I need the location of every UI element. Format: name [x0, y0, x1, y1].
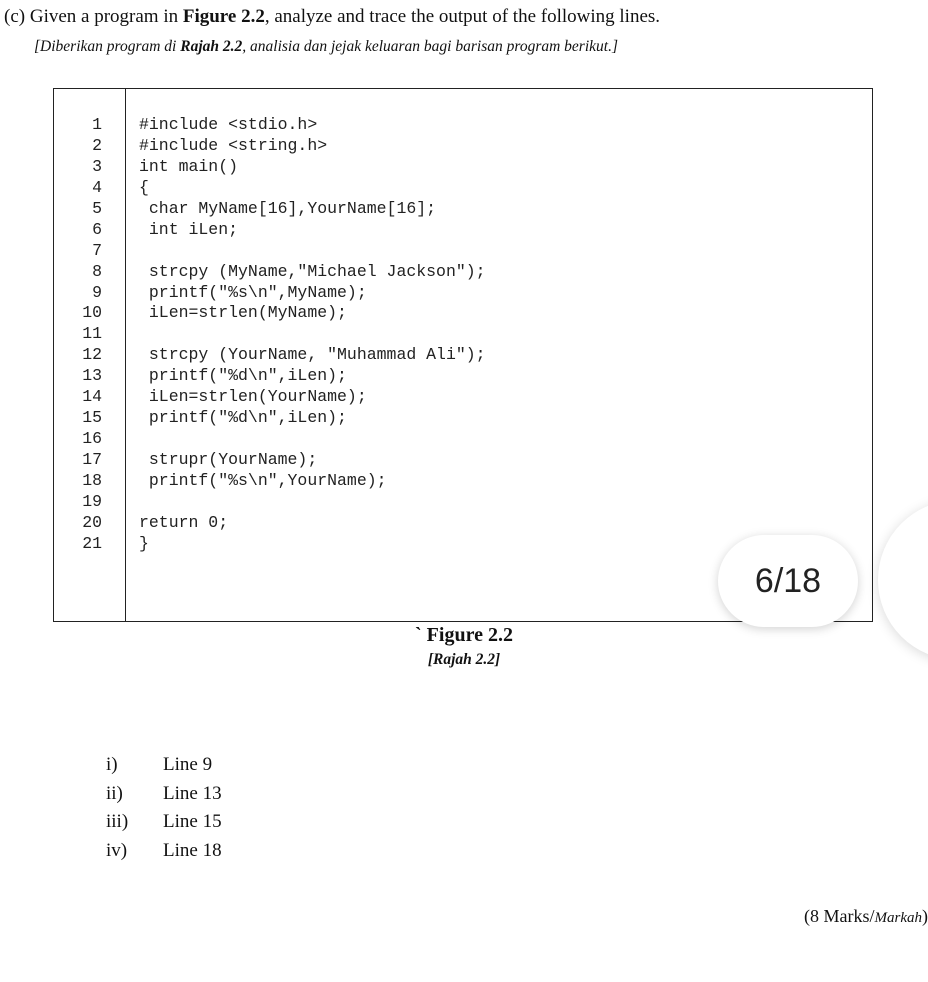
code-line-number: 9: [92, 282, 102, 302]
code-line-number: 8: [92, 261, 102, 281]
marks-label: [804, 906, 928, 927]
code-line-number: 7: [92, 240, 102, 260]
page-indicator: 6/18: [718, 535, 858, 627]
code-line-number: 15: [82, 408, 102, 428]
code-divider: [125, 88, 126, 622]
code-line: strupr(YourName);: [139, 450, 318, 469]
question-text-before: Given a program in: [29, 6, 179, 27]
marks-suffix: ): [922, 906, 928, 926]
code-line-number: 4: [92, 177, 102, 197]
question-header: [4, 6, 660, 28]
code-line: #include <stdio.h>: [139, 115, 318, 134]
code-line: [139, 324, 486, 345]
code-line: iLen=strlen(MyName);: [139, 303, 347, 323]
code-line: printf("%s\n",YourName);: [139, 470, 387, 490]
code-line-number: 20: [82, 512, 102, 532]
code-line-number: 19: [82, 491, 102, 511]
sub-question-item: [106, 840, 222, 869]
sub-question-number: i): [106, 754, 118, 775]
marks-prefix: (8 Marks/: [804, 906, 875, 926]
figure-title: ` Figure 2.2: [415, 624, 513, 646]
code-line-number: 11: [82, 324, 102, 344]
code-line-number: 17: [82, 450, 102, 469]
code-line-number: 2: [92, 135, 102, 155]
code-line: [139, 492, 486, 513]
figure-subtitle: [Rajah 2.2]: [427, 651, 501, 668]
sub-question-text: Line 9: [163, 754, 213, 775]
code-line-number: 14: [82, 387, 102, 407]
code-line: printf("%s\n",MyName);: [139, 282, 367, 302]
code-line-number: 1: [92, 115, 102, 134]
code-line: strcpy (MyName,"Michael Jackson");: [139, 261, 486, 281]
sub-question-number: iii): [106, 811, 129, 832]
code-line: printf("%d\n",iLen);: [139, 408, 347, 428]
code-line-number: 6: [92, 219, 102, 239]
sub-question-item: [106, 811, 222, 840]
translation-before: [Diberikan program di: [34, 38, 177, 55]
code-line: int main(): [139, 156, 239, 176]
code-line: strcpy (YourName, "Muhammad Ali");: [139, 345, 486, 365]
code-line: char MyName[16],YourName[16];: [139, 198, 437, 218]
sub-question-text: Line 18: [163, 839, 222, 861]
sub-question-item: [106, 783, 222, 812]
sub-question-item: [106, 754, 222, 783]
code-line: int iLen;: [139, 219, 239, 239]
question-label: (c): [4, 6, 26, 27]
code-line-number: 21: [82, 533, 102, 553]
question-text-after: , analyze and trace the output of the following lines.: [264, 6, 661, 27]
code-listing: [139, 115, 486, 555]
code-line-number: 10: [82, 303, 102, 323]
code-line-number: 5: [92, 198, 102, 218]
sub-question-text: Line 13: [163, 782, 222, 804]
code-line: #include <string.h>: [139, 135, 328, 155]
code-line: [139, 429, 486, 450]
translation-ref: Rajah 2.2: [180, 38, 243, 55]
sub-question-number: iv): [106, 839, 128, 861]
sub-question-text: Line 15: [163, 811, 222, 832]
code-line: iLen=strlen(YourName);: [139, 387, 367, 407]
question-translation: [34, 38, 618, 56]
code-line-number: 3: [92, 156, 102, 176]
code-line: [139, 241, 486, 262]
code-line-numbers: [56, 115, 102, 555]
question-figure-ref: Figure 2.2: [182, 6, 265, 27]
translation-after: , analisia dan jejak keluaran bagi barisan program berikut.]: [242, 38, 618, 55]
code-line: return 0;: [139, 512, 229, 532]
code-line: printf("%d\n",iLen);: [139, 366, 347, 386]
code-line: {: [139, 177, 149, 197]
code-line: }: [139, 533, 149, 553]
code-line-number: 13: [82, 366, 102, 386]
sub-question-number: ii): [106, 782, 123, 804]
code-line-number: 16: [82, 429, 102, 449]
marks-italic: Markah: [874, 910, 922, 926]
code-line-number: 12: [82, 345, 102, 365]
code-line-number: 18: [82, 470, 102, 490]
sub-question-list: [106, 754, 222, 868]
